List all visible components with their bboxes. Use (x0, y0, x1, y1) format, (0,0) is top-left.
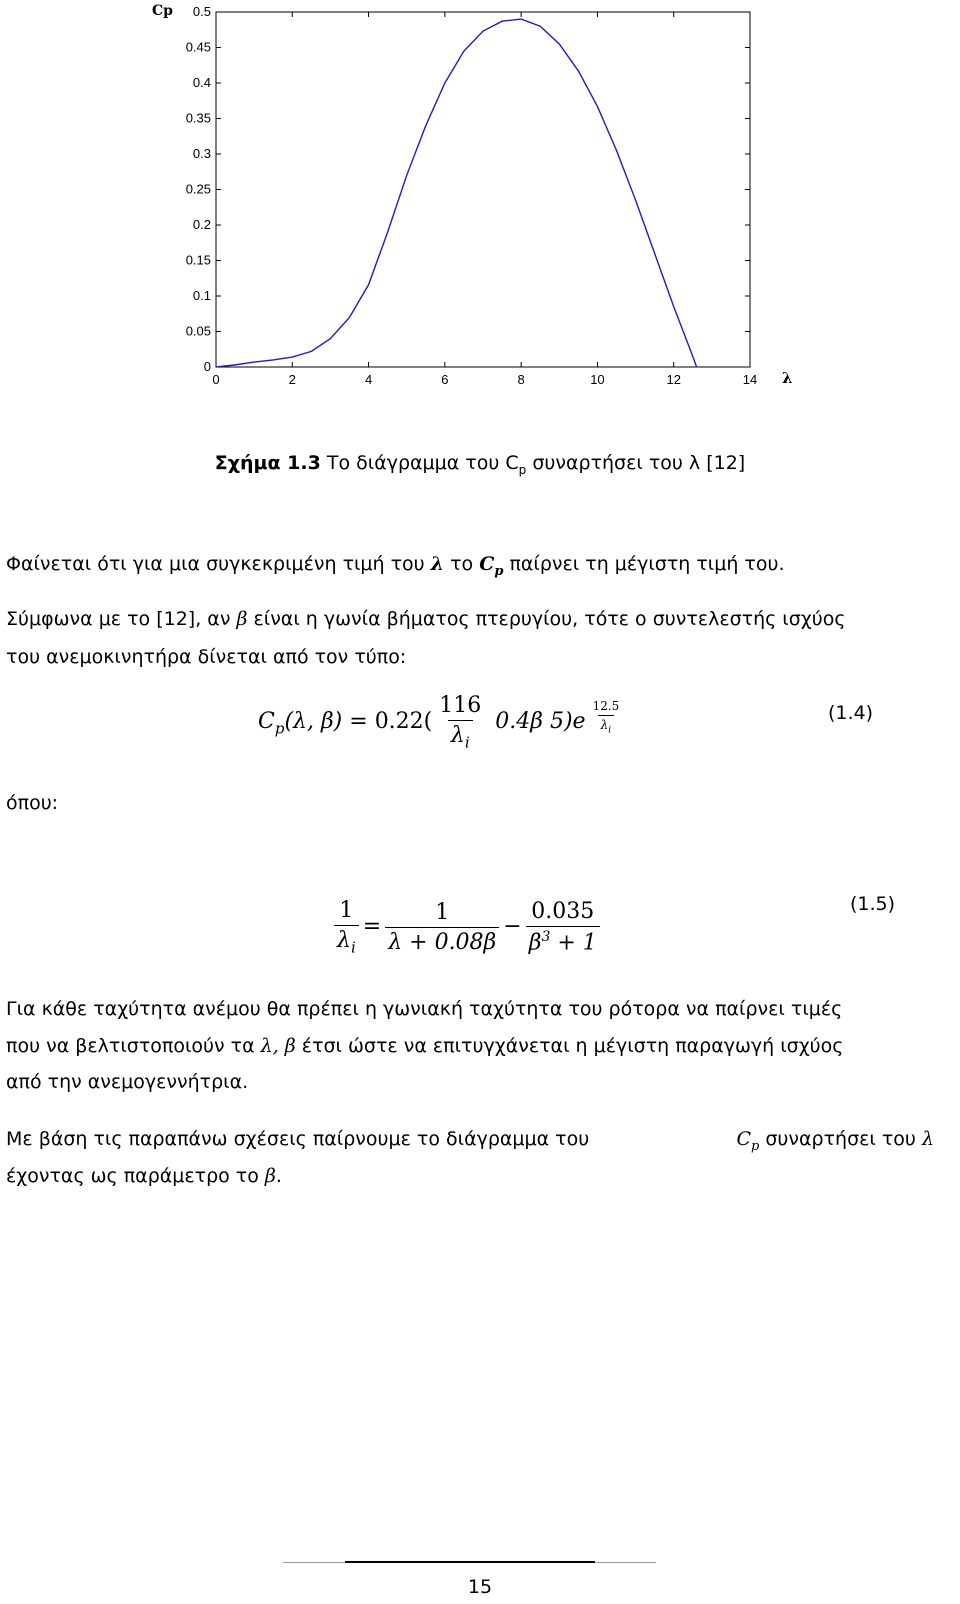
y-tick-label: 0.35 (185, 110, 211, 126)
y-tick-label: 0.05 (185, 323, 211, 339)
para2-beta: β (236, 608, 248, 630)
para1-before: Φαίνεται ότι για μια συγκεκριμένη τιμή του (6, 553, 431, 575)
y-tick-label: 0.3 (192, 146, 211, 161)
figure-label: Σχήμα 1.3 (214, 452, 321, 474)
footer-rule-dark (345, 1561, 595, 1563)
cp-curve (216, 19, 719, 405)
paragraph-1 (6, 545, 785, 591)
y-tick-label: 0.15 (185, 252, 211, 268)
caption-sub: p (518, 462, 527, 477)
chart-axes (216, 12, 750, 367)
caption-text-before: Το διάγραμμα του C (320, 452, 519, 474)
where-label: όπου: (6, 792, 59, 814)
x-tick-label: 4 (364, 372, 373, 387)
chart-series (216, 19, 719, 405)
para1-lambda: λ (430, 553, 445, 575)
equation-1-4: $C_p(\lambda$, β) = 0.22( $\frac{116}{\lambda_i}$ 0.4β 5)e $\frac{12.5}{\lambda_i}$ (258, 693, 620, 752)
paragraph-4-line-1: Με βάση τις παραπάνω σχέσεις παίρνουμε το διάγραμμα του $C_p$ συναρτήσει του λ (6, 1128, 934, 1154)
x-axis-label: λ (782, 369, 793, 387)
paragraph-4-line-2: έχοντας ως παράμετρο το β. (6, 1165, 282, 1187)
figure-caption (0, 452, 960, 477)
x-tick-label: 10 (590, 372, 605, 387)
equation-1-4-number: (1.4) (828, 702, 874, 724)
x-tick-label: 14 (742, 372, 758, 387)
y-tick-label: 0.1 (192, 288, 211, 303)
para1-after: παίρνει τη μέγιστη τιμή του. (503, 553, 785, 575)
paragraph-3-line-3: από την ανεμογεννήτρια. (6, 1071, 249, 1093)
para1-middle: το (444, 553, 480, 575)
equation-1-5-number: (1.5) (850, 893, 896, 915)
y-tick-label: 0.25 (185, 181, 211, 197)
x-tick-label: 2 (288, 372, 296, 387)
x-tick-label: 6 (441, 372, 449, 387)
chart-ticks (186, 4, 758, 387)
y-axis-label: Cp (152, 3, 173, 19)
x-tick-label: 0 (212, 372, 220, 387)
caption-text-after: συναρτήσει του λ [12] (526, 452, 746, 474)
page-number: 15 (467, 1576, 493, 1598)
x-tick-label: 12 (666, 372, 681, 387)
paragraph-3-line-2: που να βελτιστοποιούν τα λ, β έτσι ώστε να επιτυγχάνεται η μέγιστη παραγωγή ισχύος (6, 1035, 844, 1057)
paragraph-3-line-1: Για κάθε ταχύτητα ανέμου θα πρέπει η γωνιακή ταχύτητα του ρότορα να παίρνει τιμές (6, 998, 843, 1020)
y-tick-label: 0.45 (185, 39, 211, 55)
x-tick-label: 8 (517, 372, 525, 387)
y-tick-label: 0 (203, 359, 211, 374)
cp-lambda-chart (150, 0, 810, 405)
equation-1-5: $\frac{1}{\lambda_i}$ = $\frac{1}{\lambda + 0.08\beta}$ − $\frac{0.035}{\beta^3 + 1}$ (330, 898, 604, 956)
y-tick-label: 0.4 (192, 75, 211, 90)
plot-frame (216, 12, 750, 367)
paragraph-2-line-2: του ανεμοκινητήρα δίνεται από τον τύπο: (6, 646, 407, 668)
paragraph-2-line-1: Σύμφωνα με το [12], αν β είναι η γωνία βήματος πτερυγίου, τότε ο συντελεστής ισχύος (6, 608, 846, 630)
y-tick-label: 0.5 (192, 4, 211, 19)
para1-cp: $C_p$ (479, 553, 504, 579)
y-tick-label: 0.2 (192, 217, 211, 232)
